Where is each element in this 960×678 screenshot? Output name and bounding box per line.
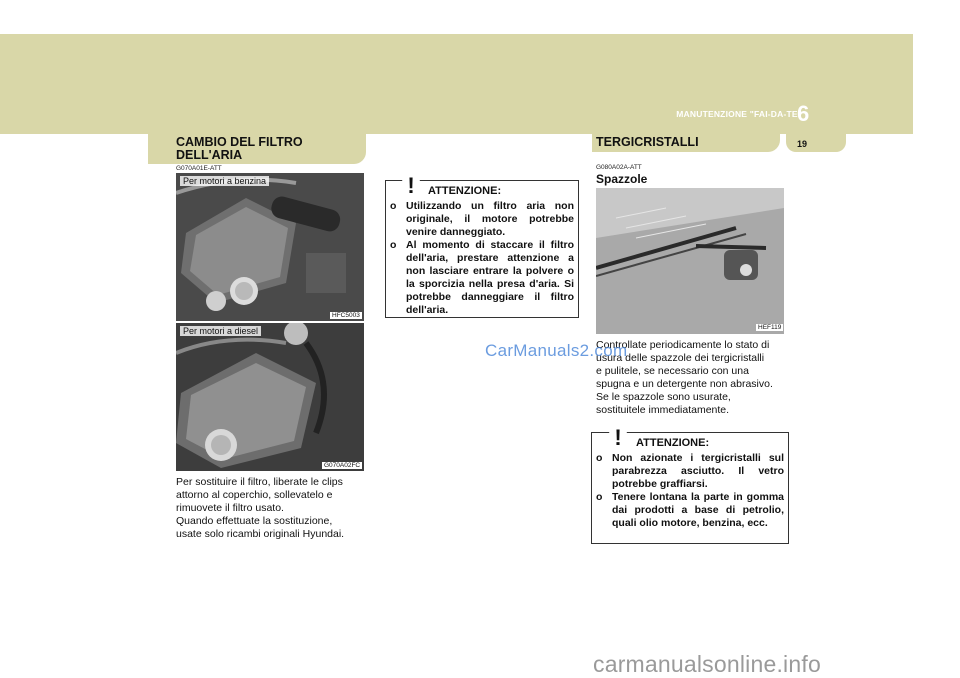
text-line: rimuovete il filtro usato. [176,502,284,514]
warning-item [596,452,784,491]
page-number: 19 [797,139,808,149]
text-line: Quando effettuate la sostituzione, [176,515,333,527]
text-line: e pulitele, se necessario con una [596,365,749,377]
subsection-title: Spazzole [596,172,648,186]
engine-photo-diesel [176,323,364,471]
text-line: Se le spazzole sono usurate, [596,391,731,403]
warning-title: ATTENZIONE: [428,185,502,197]
chapter-title: MANUTENZIONE "FAI-DA-TE" [676,109,802,119]
warning-box-air-filter [385,173,579,318]
warning-item [390,239,574,317]
section-code: G070A01E-ATT [176,165,222,172]
chapter-number: 6 [797,101,810,126]
svg-text:!: ! [614,425,622,449]
warning-triangle-icon [600,417,636,449]
section-header-wipers [592,134,780,152]
photo-code-petrol: HFC5003 [332,312,360,319]
photo-code-diesel: G070A02FC [324,462,361,469]
page-tab [786,134,846,152]
photo-label-petrol: Per motori a benzina [180,176,269,186]
warning-item-text: Utilizzando un filtro aria non originale, il motore potrebbe venire danneggiato. [406,200,574,238]
text-line: Controllate periodicamente lo stato di [596,339,770,351]
warning-item [390,200,574,239]
warning-triangle-icon [393,165,429,197]
bullet: o [390,239,397,251]
engine-petrol-illustration [176,173,364,321]
engine-photo-petrol [176,173,364,321]
text-line: sostituitele immediatamente. [596,404,730,416]
warning-list [390,200,574,317]
warning-item-text: Tenere lontana la parte in gomma dai prodotti a base di petrolio, quali olio motore, benzina, ecc. [612,491,784,529]
header-band [0,34,913,134]
warning-item-text: Al momento di staccare il filtro dell'aria, prestare attenzione a non lasciare entrare la polvere o la sporcizia nella presa d'aria. Si potrebbe danneggiare il filtro dell'aria. [406,239,574,316]
photo-label-diesel: Per motori a diesel [180,326,261,336]
section-title-line1: CAMBIO DEL FILTRO [176,135,303,149]
text-line: usura delle spazzole dei tergicristalli [596,352,765,364]
section-code: G080A02A-ATT [596,164,642,171]
bullet: o [390,200,397,212]
air-filter-instructions [176,476,364,541]
warning-list [596,452,784,530]
text-line: usate solo ricambi originali Hyundai. [176,528,345,540]
warning-title: ATTENZIONE: [636,437,710,449]
wiper-photo [596,188,784,334]
warning-box-wipers [591,425,789,544]
bullet: o [596,452,603,464]
svg-text:!: ! [407,173,415,197]
bullet: o [596,491,603,503]
warning-item [596,491,784,530]
footer-brand: carmanualsonline.info [593,651,821,677]
engine-diesel-illustration [176,323,364,471]
photo-code-wiper: HEF119 [758,324,782,331]
section-title-line2: DELL'ARIA [176,148,243,162]
wiper-illustration [596,188,784,334]
text-line: Per sostituire il filtro, liberate le clips [176,476,343,488]
text-line: spugna e un detergente non abrasivo. [596,378,773,390]
section-title: TERGICRISTALLI [596,135,699,149]
watermark-text: CarManuals2.com [485,341,628,360]
section-header-air-filter [148,134,366,164]
warning-item-text: Non azionate i tergicristalli sul parabrezza asciutto. Il vetro potrebbe graffiarsi. [612,452,784,490]
text-line: attorno al coperchio, sollevatelo e [176,489,333,501]
